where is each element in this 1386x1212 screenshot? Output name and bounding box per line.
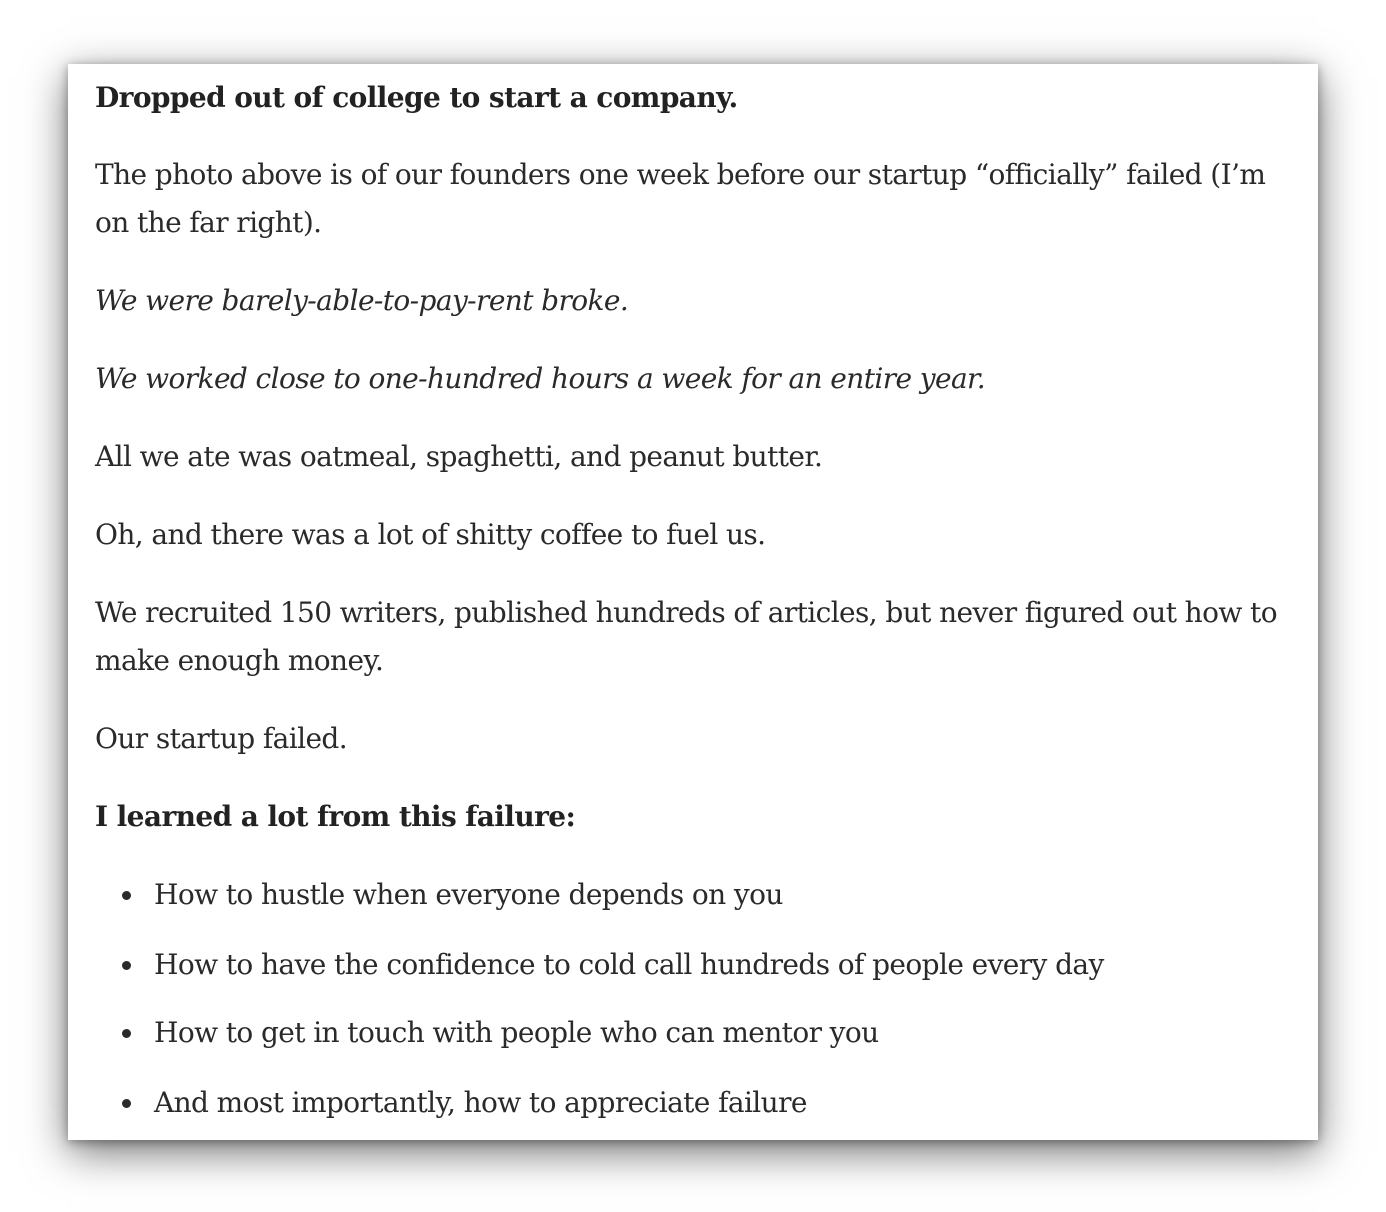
bullet-icon (122, 1099, 131, 1108)
paragraph-writers-line-1: We recruited 150 writers, published hundreds of articles, but never figured out how to (95, 596, 1277, 629)
italic-hours: We worked close to one-hundred hours a week for an entire year. (95, 362, 986, 395)
list-item-label: How to hustle when everyone depends on you (154, 878, 783, 911)
paragraph-food: All we ate was oatmeal, spaghetti, and peanut butter. (95, 440, 823, 473)
paragraph-photo-line-2: on the far right). (95, 206, 322, 239)
italic-broke: We were barely-able-to-pay-rent broke. (95, 284, 629, 317)
article-card (68, 64, 1318, 1140)
bullet-icon (122, 1029, 131, 1038)
paragraph-coffee: Oh, and there was a lot of shitty coffee to fuel us. (95, 518, 766, 551)
paragraph-photo-line-1: The photo above is of our founders one week before our startup “officially” failed (I’m (95, 158, 1266, 191)
heading-learned: I learned a lot from this failure: (95, 800, 576, 833)
list-item-label: And most importantly, how to appreciate failure (154, 1086, 807, 1119)
paragraph-failed: Our startup failed. (95, 722, 348, 755)
heading-dropped-out: Dropped out of college to start a company. (95, 81, 738, 114)
list-item-label: How to get in touch with people who can mentor you (154, 1016, 879, 1049)
bullet-icon (122, 961, 131, 970)
bullet-icon (122, 891, 131, 900)
paragraph-writers-line-2: make enough money. (95, 644, 384, 677)
list-item-label: How to have the confidence to cold call hundreds of people every day (154, 948, 1104, 981)
